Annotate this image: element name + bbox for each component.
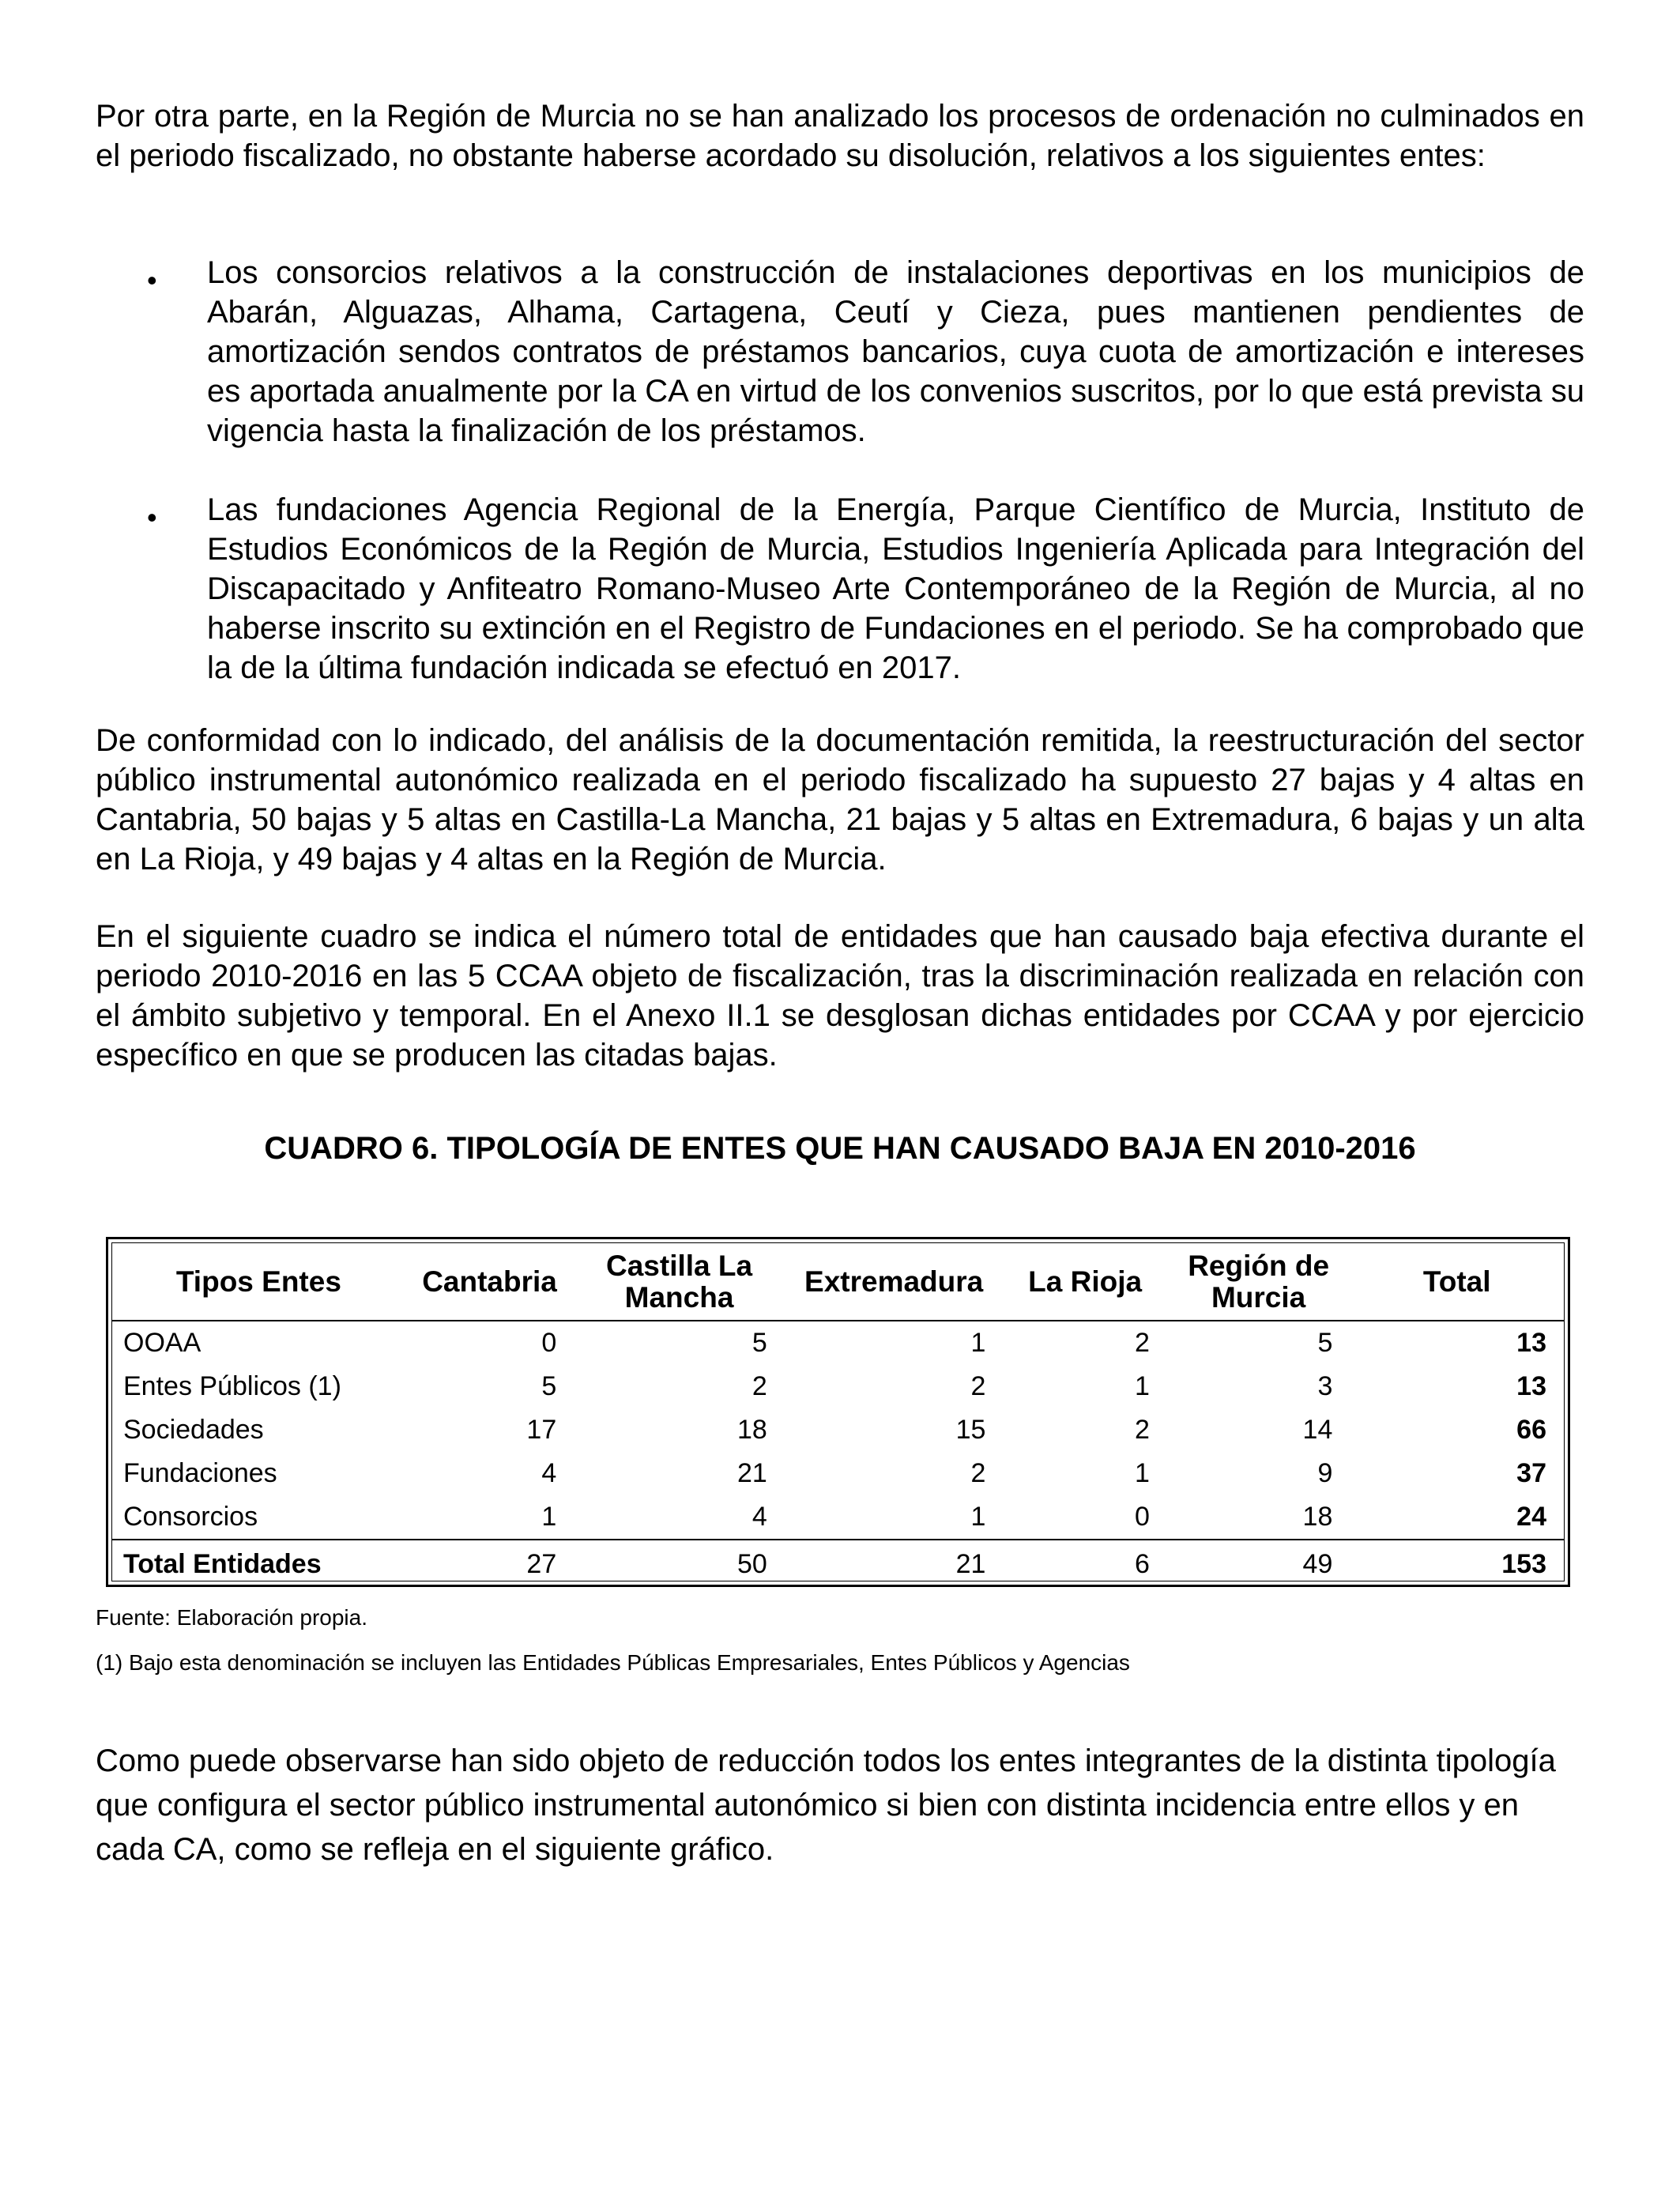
table-row: [112, 1495, 1564, 1540]
header-castilla-la-mancha: Castilla La Mancha: [574, 1243, 785, 1321]
intro-paragraph: Por otra parte, en la Región de Murcia no se han analizado los procesos de ordenación no culminados en el periodo fiscalizado, no obstante haberse acordado su disolución, relativos a los siguientes entes:: [96, 99, 1584, 173]
cell-value: 2: [970, 1371, 986, 1401]
header-extremadura: Extremadura: [785, 1243, 1004, 1321]
cell-value: 17: [526, 1415, 557, 1445]
cell-value: 0: [541, 1328, 557, 1358]
cuadro-intro-paragraph: En el siguiente cuadro se indica el número total de entidades que han causado baja efectiva durante el periodo 2010-2016 en las 5 CCAA objeto de fiscalización, tras la discriminación realizada en relación con el ámbito subjetivo y temporal. En el Anexo II.1 se desglosan dichas entidades por CCAA y por ejercicio específico en que se producen las citadas bajas.: [96, 919, 1584, 1072]
cell-value: 27: [405, 1540, 574, 1588]
cell-value: 5: [751, 1328, 767, 1358]
cell-value: 2: [1134, 1415, 1150, 1445]
cell-value: 21: [737, 1458, 767, 1488]
table-row: [112, 1321, 1564, 1365]
conformidad-paragraph: De conformidad con lo indicado, del análisis de la documentación remitida, la reestructuración del sector público instrumental autonómico realizada en el periodo fiscalizado ha supuesto 27 bajas y 4 altas en Cantabria, 50 bajas y 5 altas en Castilla-La Mancha, 21 bajas y 5 altas en Extremadura, 6 bajas y un alta en La Rioja, y 49 bajas y 4 altas en la Región de Murcia.: [96, 723, 1584, 876]
cell-value: 21: [785, 1540, 1004, 1588]
bullet-marker-2: •: [147, 501, 157, 533]
cell-value: 2: [970, 1458, 986, 1488]
table-row: [112, 1452, 1564, 1495]
cell-total: 13: [1516, 1371, 1546, 1401]
table-frame: [106, 1237, 1570, 1587]
cell-total: 24: [1516, 1502, 1546, 1532]
header-cantabria: Cantabria: [405, 1243, 574, 1321]
cell-value: 49: [1167, 1540, 1350, 1588]
cell-value: 1: [1134, 1458, 1150, 1488]
cell-value: 15: [955, 1415, 986, 1445]
header-total: Total: [1350, 1243, 1564, 1321]
cell-value: 1: [541, 1502, 557, 1532]
cell-value: 6: [1003, 1540, 1166, 1588]
row-label: Sociedades: [123, 1415, 264, 1445]
table-row: [112, 1408, 1564, 1452]
row-label: Consorcios: [123, 1502, 258, 1532]
cell-value: 0: [1134, 1502, 1150, 1532]
cell-value: 3: [1317, 1371, 1333, 1401]
total-row-label: Total Entidades: [112, 1540, 405, 1588]
row-label: Entes Públicos (1): [123, 1371, 341, 1401]
header-region-de-murcia: Región de Murcia: [1167, 1243, 1350, 1321]
row-label: OOAA: [123, 1328, 202, 1358]
cell-value: 2: [1134, 1328, 1150, 1358]
cell-total: 13: [1516, 1328, 1546, 1358]
cell-value: 1: [970, 1328, 986, 1358]
table-row: [112, 1365, 1564, 1408]
cell-value: 1: [1134, 1371, 1150, 1401]
cell-value: 2: [751, 1371, 767, 1401]
cell-value: 9: [1317, 1458, 1333, 1488]
header-la-rioja: La Rioja: [1003, 1243, 1166, 1321]
cell-total: 66: [1516, 1415, 1546, 1445]
cell-value: 18: [737, 1415, 767, 1445]
bullet-consorcios: Los consorcios relativos a la construcción de instalaciones deportivas en los municipios de Abarán, Alguazas, Alhama, Cartagena, Ceutí y Cieza, pues mantienen pendientes de amortización sendos contratos de préstamos bancarios, cuya cuota de amortización e intereses es aportada anualmente por la CA en virtud de los convenios suscritos, por lo que está prevista su vigencia hasta la finalización de los préstamos.: [207, 255, 1584, 448]
bullet-fundaciones: Las fundaciones Agencia Regional de la Energía, Parque Científico de Murcia, Instituto de Estudios Económicos de la Región de Murcia, Estudios Ingeniería Aplicada para Integración del Discapacitado y Anfiteatro Romano-Museo Arte Contemporáneo de la Región de Murcia, al no haberse inscrito su extinción en el Registro de Fundaciones en el periodo. Se ha comprobado que la de la última fundación indicada se efectuó en 2017.: [207, 492, 1584, 685]
source-note: Fuente: Elaboración propia.: [96, 1605, 367, 1630]
final-paragraph: Como puede observarse han sido objeto de reducción todos los entes integrantes de la distinta tipología que configura el sector público instrumental autonómico si bien con distinta incidencia entre ellos y en cada CA, como se refleja en el siguiente gráfico.: [96, 1744, 1556, 1867]
cell-value: 5: [541, 1371, 557, 1401]
cell-value: 1: [970, 1502, 986, 1532]
cell-value: 5: [1317, 1328, 1333, 1358]
table-total-row: [112, 1540, 1564, 1588]
cell-value: 18: [1302, 1502, 1333, 1532]
header-tipos-entes: Tipos Entes: [112, 1243, 405, 1321]
table-title: CUADRO 6. TIPOLOGÍA DE ENTES QUE HAN CAUSADO BAJA EN 2010-2016: [264, 1131, 1416, 1166]
cell-value: 14: [1302, 1415, 1333, 1445]
cell-total: 37: [1516, 1458, 1546, 1488]
row-label: Fundaciones: [123, 1458, 277, 1488]
cell-value: 4: [751, 1502, 767, 1532]
cell-value: 4: [541, 1458, 557, 1488]
footnote: (1) Bajo esta denominación se incluyen las Entidades Públicas Empresariales, Entes Públicos y Agencias: [96, 1650, 1130, 1675]
table-header-row: [112, 1243, 1564, 1321]
cell-grand-total: 153: [1350, 1540, 1564, 1588]
bullet-marker-1: •: [147, 264, 157, 296]
cell-value: 50: [574, 1540, 785, 1588]
entities-table: [112, 1243, 1564, 1588]
